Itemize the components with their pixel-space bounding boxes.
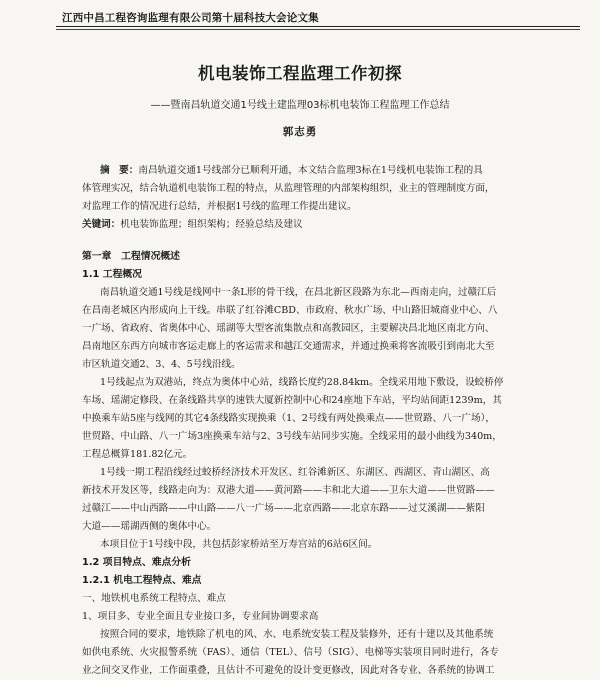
section-heading-1-2-1: 1.2.1 机电工程特点、难点	[82, 575, 202, 586]
paragraph-line: 一广场、省政府、省奥体中心、瑶湖等大型客流集散点和高教园区，主要解决昌北地区南北方向、	[82, 323, 495, 334]
abstract-line: 体管理实况，结合轨道机电装饰工程的特点，从监理管理的内部架构组织，业主的管理制度方面，	[82, 183, 495, 194]
keywords-label: 关键词：	[82, 219, 121, 230]
header-rule-thin	[56, 29, 580, 30]
paragraph-line: 业之间交叉作业，工作面重叠，且估计不可避免的设计变更修改，因此对各专业、各系统的协调工	[82, 665, 495, 676]
paragraph-line: 昌南地区东西方向城市客运走廊上的客运需求和越江交通需求，并通过换乘将客流吸引到南北大至	[82, 341, 495, 352]
paragraph-line: 1号线起点为双港站，终点为奥体中心站，线路长度约28.84km。全线采用地下敷设，设蛟桥停	[100, 377, 504, 388]
keywords-line	[82, 216, 582, 234]
paragraph-line: 中换乘车站5座与线网的其它4条线路实现换乘（1、2号线有两处换乘点——世贸路、八一广场），	[82, 413, 495, 424]
abstract-block	[82, 162, 582, 234]
header-rule	[56, 26, 580, 27]
section-heading-1-2: 1.2 项目特点、难点分析	[82, 557, 191, 568]
list-item: 1、项目多、专业全面且专业接口多，专业间协调要求高	[82, 611, 319, 622]
chapter-1	[82, 248, 582, 680]
article-title: 机电装饰工程监理工作初探	[198, 64, 402, 83]
abstract-label: 摘 要：	[100, 165, 139, 176]
abstract-line: 对监理工作的情况进行总结，并根据1号线的监理工作提出建议。	[82, 201, 357, 212]
paragraph-line: 市区轨道交通2、3、4、5号线沿线。	[82, 359, 241, 370]
article-author: 郭志勇	[282, 126, 318, 138]
chapter-heading: 第一章 工程情况概述	[82, 251, 180, 262]
paragraph-line: 大道——瑶湖西侧的奥体中心。	[82, 521, 217, 532]
paragraph-line: 过赣江——中山西路——中山路——八一广场——北京西路——北京东路——过艾溪湖——紫阳	[82, 503, 485, 514]
keywords-text: 机电装饰监理；组织架构；经验总结及建议	[120, 219, 303, 230]
article-subtitle: ——暨南昌轨道交通1号线土建监理03标机电装饰工程监理工作总结	[150, 100, 450, 111]
paragraph-line: 1号线一期工程沿线经过蛟桥经济技术开发区、红谷滩新区、东湖区、西湖区、青山湖区、高	[100, 467, 490, 478]
paragraph-line: 在昌南老城区内形成向上干线。串联了红谷滩CBD、市政府、秋水广场、中山路旧城商业中心、八	[82, 305, 498, 316]
paragraph-line: 如供电系统、火灾报警系统（FAS）、通信（TEL）、信号（SIG）、电梯等实装项目同时进行，各专	[82, 647, 499, 658]
paragraph-line: 按照合同的要求，地铁除了机电的风、水、电系统安装工程及装修外，还有十建以及其他系统	[100, 629, 494, 640]
list-item: 一、地铁机电系统工程特点、难点	[82, 593, 226, 604]
paragraph-line: 工程总概算181.82亿元。	[82, 449, 193, 460]
abstract-line: 摘 要：南昌轨道交通1号线部分已顺利开通，本文结合监理3标在1号线机电装饰工程的具	[100, 165, 483, 176]
running-header: 江西中昌工程咨询监理有限公司第十届科技大会论文集	[62, 12, 319, 24]
paragraph-line: 新技术开发区等，线路走向为：双港大道——黄河路——丰和北大道——卫东大道——世贸路——	[82, 485, 495, 496]
section-heading-1-1: 1.1 工程概况	[82, 269, 142, 280]
paragraph-line: 本项目位于1号线中段，共包括彭家桥站至万寿宫站的6站6区间。	[100, 539, 378, 550]
paragraph-line: 南昌轨道交通1号线是线网中一条L形的骨干线，在昌北新区段路为东北—西南走向，过赣江后	[100, 287, 497, 298]
paragraph-line: 世贸路、中山路、八一广场3座换乘车站与2、3号线车站同步实施。全线采用的最小曲线为340m，	[82, 431, 502, 442]
paragraph-line: 车场、瑶湖定修段、在条线路共享的速铁大厦新控制中心和24座地下车站，平均站间距1239m，其	[82, 395, 502, 406]
